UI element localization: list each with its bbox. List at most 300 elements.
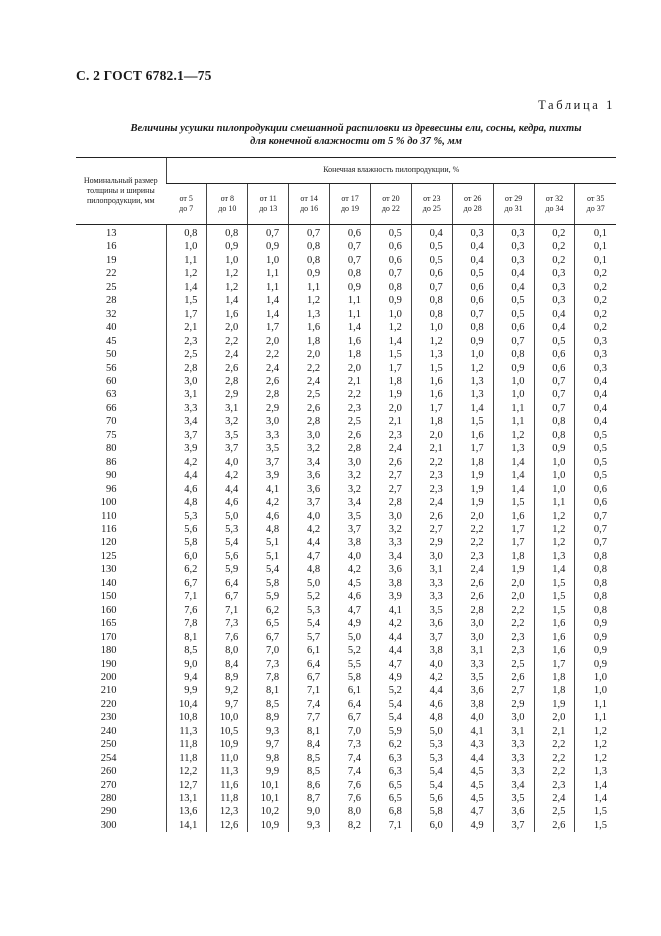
moisture-column-header	[493, 183, 534, 224]
shrinkage-cell: 2,8	[289, 415, 330, 428]
shrinkage-cell: 1,7	[493, 523, 534, 536]
shrinkage-cell: 9,8	[248, 752, 289, 765]
shrinkage-cell: 0,3	[493, 225, 534, 241]
table-row	[76, 671, 616, 684]
shrinkage-cell: 1,2	[411, 335, 452, 348]
shrinkage-cell: 10,1	[248, 779, 289, 792]
nominal-size-cell: 140	[100, 577, 117, 589]
page-header: С. 2 ГОСТ 6782.1—75	[76, 68, 212, 83]
shrinkage-cell: 4,0	[452, 711, 493, 724]
moisture-column-header	[289, 183, 330, 224]
nominal-size-cell: 100	[100, 497, 117, 509]
shrinkage-cell: 1,1	[493, 415, 534, 428]
shrinkage-cell: 1,0	[207, 254, 248, 267]
shrinkage-cell: 2,9	[207, 388, 248, 401]
table-row	[76, 819, 616, 832]
shrinkage-cell: 0,6	[534, 348, 575, 361]
shrinkage-cell: 4,8	[166, 496, 207, 509]
table-row	[76, 254, 616, 267]
nominal-size-cell: 250	[100, 739, 117, 751]
nominal-size-cell: 75	[106, 429, 117, 441]
shrinkage-cell: 3,0	[289, 429, 330, 442]
shrinkage-cell: 4,4	[370, 644, 411, 657]
table-row	[76, 792, 616, 805]
shrinkage-cell: 0,3	[575, 335, 616, 348]
shrinkage-cell: 7,6	[330, 792, 371, 805]
shrinkage-cell: 3,3	[411, 590, 452, 603]
nominal-size-cell: 240	[100, 725, 117, 737]
shrinkage-cell: 0,2	[575, 308, 616, 321]
shrinkage-cell: 3,1	[411, 563, 452, 576]
shrinkage-cell: 3,3	[248, 429, 289, 442]
shrinkage-cell: 1,2	[534, 536, 575, 549]
shrinkage-cell: 5,0	[411, 725, 452, 738]
shrinkage-cell: 7,6	[330, 779, 371, 792]
shrinkage-cell: 3,7	[411, 631, 452, 644]
shrinkage-cell: 1,7	[411, 402, 452, 415]
shrinkage-cell: 3,2	[289, 442, 330, 455]
shrinkage-cell: 3,0	[248, 415, 289, 428]
table-row	[76, 496, 616, 509]
shrinkage-cell: 3,0	[411, 550, 452, 563]
shrinkage-cell: 3,8	[330, 536, 371, 549]
nominal-size-cell: 96	[106, 483, 117, 495]
shrinkage-cell: 3,0	[452, 617, 493, 630]
shrinkage-cell: 0,4	[575, 375, 616, 388]
shrinkage-cell: 2,0	[411, 429, 452, 442]
shrinkage-cell: 2,4	[370, 442, 411, 455]
shrinkage-cell: 3,0	[493, 711, 534, 724]
shrinkage-cell: 2,0	[330, 362, 371, 375]
shrinkage-cell: 4,0	[330, 550, 371, 563]
shrinkage-cell: 4,2	[248, 496, 289, 509]
shrinkage-cell: 8,1	[248, 684, 289, 697]
shrinkage-cell: 2,4	[248, 362, 289, 375]
shrinkage-cell: 6,3	[370, 752, 411, 765]
shrinkage-cell: 1,7	[248, 321, 289, 334]
range-to: до 28	[463, 203, 482, 213]
shrinkage-cell: 6,1	[289, 644, 330, 657]
shrinkage-cell: 2,1	[370, 415, 411, 428]
shrinkage-cell: 7,4	[330, 752, 371, 765]
range-to: до 37	[586, 203, 605, 213]
shrinkage-cell: 4,7	[330, 604, 371, 617]
shrinkage-cell: 1,3	[452, 375, 493, 388]
nominal-size-cell: 180	[100, 645, 117, 657]
table-row	[76, 658, 616, 671]
shrinkage-cell: 0,9	[575, 658, 616, 671]
nominal-size-cell: 86	[106, 456, 117, 468]
shrinkage-cell: 6,7	[330, 711, 371, 724]
shrinkage-cell: 10,1	[248, 792, 289, 805]
shrinkage-cell: 1,9	[452, 496, 493, 509]
shrinkage-cell: 7,4	[289, 698, 330, 711]
shrinkage-cell: 1,6	[534, 617, 575, 630]
shrinkage-cell: 7,7	[289, 711, 330, 724]
shrinkage-cell: 9,0	[166, 658, 207, 671]
range-to: до 34	[545, 203, 564, 213]
shrinkage-cell: 0,5	[452, 267, 493, 280]
shrinkage-cell: 1,5	[411, 362, 452, 375]
shrinkage-cell: 0,9	[207, 240, 248, 253]
shrinkage-cell: 11,3	[166, 725, 207, 738]
shrinkage-cell: 1,2	[575, 725, 616, 738]
shrinkage-cell: 2,6	[411, 510, 452, 523]
shrinkage-cell: 6,7	[248, 631, 289, 644]
shrinkage-cell: 8,1	[166, 631, 207, 644]
shrinkage-cell: 0,8	[289, 254, 330, 267]
shrinkage-cell: 1,1	[575, 698, 616, 711]
shrinkage-cell: 5,6	[411, 792, 452, 805]
shrinkage-cell: 12,7	[166, 779, 207, 792]
shrinkage-cell: 2,1	[166, 321, 207, 334]
shrinkage-cell: 6,7	[207, 590, 248, 603]
shrinkage-cell: 5,8	[166, 536, 207, 549]
table-head	[76, 158, 616, 225]
range-to: до 10	[218, 203, 237, 213]
shrinkage-cell: 2,6	[370, 456, 411, 469]
shrinkage-cell: 0,5	[534, 335, 575, 348]
shrinkage-cell: 3,8	[452, 698, 493, 711]
shrinkage-cell: 3,0	[452, 631, 493, 644]
range-from: от 23	[423, 193, 441, 203]
shrinkage-cell: 0,2	[575, 294, 616, 307]
shrinkage-cell: 9,7	[207, 698, 248, 711]
shrinkage-cell: 1,8	[493, 550, 534, 563]
range-from: от 11	[259, 193, 277, 203]
shrinkage-cell: 0,8	[452, 321, 493, 334]
shrinkage-cell: 3,6	[289, 483, 330, 496]
range-from: от 29	[504, 193, 523, 203]
shrinkage-cell: 4,6	[207, 496, 248, 509]
shrinkage-cell: 10,0	[207, 711, 248, 724]
shrinkage-cell: 4,2	[370, 617, 411, 630]
shrinkage-cell: 0,9	[575, 631, 616, 644]
caption-line-2: для конечной влажности от 5 % до 37 %, мм	[250, 136, 462, 147]
shrinkage-cell: 4,4	[207, 483, 248, 496]
shrinkage-cell: 4,2	[207, 469, 248, 482]
nominal-size-cell: 230	[100, 712, 117, 724]
shrinkage-cell: 5,6	[207, 550, 248, 563]
shrinkage-cell: 3,7	[330, 523, 371, 536]
shrinkage-cell: 3,4	[370, 550, 411, 563]
shrinkage-cell: 9,7	[248, 738, 289, 751]
shrinkage-cell: 8,2	[330, 819, 371, 832]
shrinkage-cell: 0,8	[330, 267, 371, 280]
range-to: до 31	[504, 203, 523, 213]
shrinkage-cell: 8,5	[289, 765, 330, 778]
nominal-size-cell: 260	[100, 766, 117, 778]
shrinkage-cell: 1,1	[289, 281, 330, 294]
shrinkage-cell: 6,7	[166, 577, 207, 590]
shrinkage-cell: 1,6	[452, 429, 493, 442]
shrinkage-cell: 1,4	[166, 281, 207, 294]
shrinkage-cell: 5,0	[289, 577, 330, 590]
nominal-size-cell: 280	[100, 793, 117, 805]
shrinkage-cell: 1,6	[411, 375, 452, 388]
nominal-size-cell: 66	[106, 402, 117, 414]
shrinkage-cell: 4,9	[330, 617, 371, 630]
shrinkage-cell: 2,2	[493, 617, 534, 630]
shrinkage-cell: 3,1	[207, 402, 248, 415]
shrinkage-cell: 1,0	[166, 240, 207, 253]
shrinkage-cell: 6,4	[330, 698, 371, 711]
shrinkage-cell: 0,3	[534, 267, 575, 280]
shrinkage-cell: 1,9	[493, 563, 534, 576]
shrinkage-cell: 1,2	[452, 362, 493, 375]
shrinkage-cell: 1,3	[289, 308, 330, 321]
shrinkage-cell: 1,6	[411, 388, 452, 401]
shrinkage-cell: 6,5	[370, 779, 411, 792]
shrinkage-cell: 1,5	[534, 590, 575, 603]
shrinkage-cell: 3,2	[330, 469, 371, 482]
shrinkage-cell: 8,7	[289, 792, 330, 805]
shrinkage-cell: 1,5	[493, 496, 534, 509]
shrinkage-cell: 2,0	[452, 510, 493, 523]
shrinkage-cell: 1,2	[575, 738, 616, 751]
table-row	[76, 738, 616, 751]
shrinkage-cell: 3,9	[248, 469, 289, 482]
shrinkage-cell: 1,7	[166, 308, 207, 321]
shrinkage-cell: 1,9	[534, 698, 575, 711]
shrinkage-cell: 1,0	[534, 469, 575, 482]
shrinkage-cell: 12,2	[166, 765, 207, 778]
shrinkage-cell: 1,7	[534, 658, 575, 671]
shrinkage-cell: 5,1	[248, 550, 289, 563]
shrinkage-cell: 2,2	[330, 388, 371, 401]
moisture-group-header: Конечная влажность пилопродукции, %	[166, 158, 616, 184]
shrinkage-cell: 7,1	[370, 819, 411, 832]
shrinkage-cell: 7,1	[207, 604, 248, 617]
shrinkage-cell: 0,9	[452, 335, 493, 348]
shrinkage-cell: 5,9	[207, 563, 248, 576]
moisture-column-header	[452, 183, 493, 224]
shrinkage-cell: 4,2	[411, 671, 452, 684]
shrinkage-cell: 5,9	[370, 725, 411, 738]
shrinkage-cell: 1,5	[575, 805, 616, 818]
table-row	[76, 590, 616, 603]
shrinkage-cell: 0,8	[493, 348, 534, 361]
shrinkage-cell: 1,6	[534, 644, 575, 657]
shrinkage-cell: 0,9	[575, 617, 616, 630]
shrinkage-cell: 0,2	[534, 254, 575, 267]
shrinkage-cell: 13,1	[166, 792, 207, 805]
shrinkage-cell: 0,4	[452, 240, 493, 253]
shrinkage-cell: 5,6	[166, 523, 207, 536]
shrinkage-cell: 4,7	[289, 550, 330, 563]
moisture-column-header	[248, 183, 289, 224]
shrinkage-cell: 2,4	[207, 348, 248, 361]
shrinkage-cell: 4,0	[207, 456, 248, 469]
shrinkage-cell: 3,3	[493, 765, 534, 778]
shrinkage-cell: 2,3	[534, 779, 575, 792]
shrinkage-cell: 2,7	[493, 684, 534, 697]
shrinkage-cell: 0,6	[534, 362, 575, 375]
shrinkage-cell: 0,7	[289, 225, 330, 241]
nominal-size-cell: 190	[100, 658, 117, 670]
shrinkage-cell: 2,1	[330, 375, 371, 388]
shrinkage-cell: 0,5	[493, 308, 534, 321]
shrinkage-cell: 0,4	[493, 267, 534, 280]
shrinkage-cell: 1,9	[370, 388, 411, 401]
shrinkage-cell: 11,3	[207, 765, 248, 778]
shrinkage-cell: 2,2	[248, 348, 289, 361]
shrinkage-cell: 0,6	[370, 240, 411, 253]
shrinkage-cell: 10,9	[207, 738, 248, 751]
shrinkage-cell: 2,6	[248, 375, 289, 388]
shrinkage-cell: 6,0	[411, 819, 452, 832]
shrinkage-cell: 1,6	[493, 510, 534, 523]
shrinkage-cell: 2,6	[289, 402, 330, 415]
shrinkage-cell: 11,8	[166, 738, 207, 751]
shrinkage-cell: 3,9	[370, 590, 411, 603]
shrinkage-cell: 4,6	[166, 483, 207, 496]
shrinkage-cell: 14,1	[166, 819, 207, 832]
shrinkage-cell: 1,5	[534, 577, 575, 590]
shrinkage-cell: 1,0	[575, 684, 616, 697]
shrinkage-cell: 0,7	[452, 308, 493, 321]
shrinkage-cell: 2,8	[207, 375, 248, 388]
shrinkage-cell: 1,2	[207, 267, 248, 280]
shrinkage-cell: 10,4	[166, 698, 207, 711]
shrinkage-cell: 4,5	[330, 577, 371, 590]
nominal-size-cell: 270	[100, 779, 117, 791]
table-row	[76, 550, 616, 563]
shrinkage-cell: 1,5	[370, 348, 411, 361]
shrinkage-cell: 11,8	[166, 752, 207, 765]
shrinkage-cell: 0,3	[534, 294, 575, 307]
shrinkage-cell: 1,8	[411, 415, 452, 428]
shrinkage-cell: 2,6	[534, 819, 575, 832]
shrinkage-cell: 1,4	[575, 779, 616, 792]
shrinkage-cell: 2,2	[493, 604, 534, 617]
shrinkage-cell: 5,0	[207, 510, 248, 523]
shrinkage-cell: 3,0	[370, 510, 411, 523]
shrinkage-cell: 1,4	[330, 321, 371, 334]
nominal-size-cell: 150	[100, 591, 117, 603]
shrinkage-cell: 2,2	[452, 523, 493, 536]
shrinkage-cell: 1,6	[330, 335, 371, 348]
shrinkage-cell: 0,3	[575, 362, 616, 375]
shrinkage-cell: 4,0	[411, 658, 452, 671]
shrinkage-cell: 12,6	[207, 819, 248, 832]
shrinkage-cell: 7,8	[248, 671, 289, 684]
shrinkage-cell: 1,7	[370, 362, 411, 375]
shrinkage-cell: 9,9	[248, 765, 289, 778]
shrinkage-cell: 3,0	[330, 456, 371, 469]
shrinkage-cell: 4,1	[452, 725, 493, 738]
shrinkage-cell: 4,5	[452, 779, 493, 792]
shrinkage-cell: 2,4	[452, 563, 493, 576]
table-row	[76, 429, 616, 442]
shrinkage-cell: 0,8	[575, 550, 616, 563]
shrinkage-cell: 2,5	[166, 348, 207, 361]
shrinkage-cell: 5,4	[289, 617, 330, 630]
shrinkage-cell: 0,8	[575, 577, 616, 590]
shrinkage-cell: 1,0	[575, 671, 616, 684]
shrinkage-cell: 3,5	[452, 671, 493, 684]
shrinkage-cell: 2,5	[493, 658, 534, 671]
moisture-column-header	[411, 183, 452, 224]
shrinkage-cell: 3,9	[166, 442, 207, 455]
shrinkage-cell: 5,9	[248, 590, 289, 603]
shrinkage-cell: 9,2	[207, 684, 248, 697]
table-row	[76, 805, 616, 818]
shrinkage-cell: 3,5	[330, 510, 371, 523]
shrinkage-cell: 3,8	[370, 577, 411, 590]
shrinkage-cell: 0,3	[534, 281, 575, 294]
shrinkage-cell: 8,5	[248, 698, 289, 711]
shrinkage-cell: 2,1	[534, 725, 575, 738]
shrinkage-cell: 0,8	[166, 225, 207, 241]
shrinkage-cell: 3,7	[207, 442, 248, 455]
shrinkage-cell: 3,2	[330, 483, 371, 496]
table-caption	[76, 122, 636, 148]
shrinkage-cell: 1,1	[248, 267, 289, 280]
nominal-size-cell: 290	[100, 806, 117, 818]
table-row	[76, 510, 616, 523]
shrinkage-cell: 0,8	[289, 240, 330, 253]
table-row	[76, 456, 616, 469]
shrinkage-cell: 1,4	[370, 335, 411, 348]
shrinkage-cell: 0,2	[534, 225, 575, 241]
nominal-size-cell: 220	[100, 698, 117, 710]
shrinkage-cell: 0,8	[534, 429, 575, 442]
shrinkage-cell: 7,6	[207, 631, 248, 644]
table-row	[76, 267, 616, 280]
table-row	[76, 725, 616, 738]
shrinkage-cell: 2,3	[330, 402, 371, 415]
shrinkage-cell: 3,6	[493, 805, 534, 818]
table-row	[76, 362, 616, 375]
shrinkage-cell: 2,7	[370, 483, 411, 496]
shrinkage-cell: 0,1	[575, 240, 616, 253]
table-row	[76, 483, 616, 496]
shrinkage-cell: 0,7	[411, 281, 452, 294]
shrinkage-cell: 2,1	[411, 442, 452, 455]
shrinkage-cell: 1,4	[534, 563, 575, 576]
shrinkage-cell: 1,3	[493, 442, 534, 455]
shrinkage-cell: 0,6	[575, 483, 616, 496]
table-row	[76, 779, 616, 792]
shrinkage-cell: 2,0	[493, 577, 534, 590]
shrinkage-cell: 2,6	[330, 429, 371, 442]
shrinkage-cell: 2,9	[411, 536, 452, 549]
shrinkage-cell: 4,4	[166, 469, 207, 482]
shrinkage-cell: 2,8	[370, 496, 411, 509]
table-row	[76, 577, 616, 590]
table-row	[76, 402, 616, 415]
shrinkage-cell: 7,3	[330, 738, 371, 751]
shrinkage-cell: 3,7	[248, 456, 289, 469]
shrinkage-cell: 1,1	[330, 308, 371, 321]
shrinkage-cell: 6,2	[370, 738, 411, 751]
shrinkage-cell: 0,5	[575, 429, 616, 442]
shrinkage-cell: 0,7	[575, 510, 616, 523]
shrinkage-cell: 3,3	[452, 658, 493, 671]
shrinkage-cell: 9,3	[248, 725, 289, 738]
shrinkage-cell: 2,6	[493, 671, 534, 684]
table-row	[76, 765, 616, 778]
shrinkage-cell: 0,5	[575, 469, 616, 482]
shrinkage-cell: 0,3	[493, 254, 534, 267]
shrinkage-cell: 2,6	[452, 590, 493, 603]
shrinkage-cell: 2,7	[411, 523, 452, 536]
nominal-size-cell: 50	[106, 349, 117, 361]
shrinkage-cell: 3,4	[493, 779, 534, 792]
nominal-size-cell: 63	[106, 389, 117, 401]
shrinkage-cell: 11,0	[207, 752, 248, 765]
